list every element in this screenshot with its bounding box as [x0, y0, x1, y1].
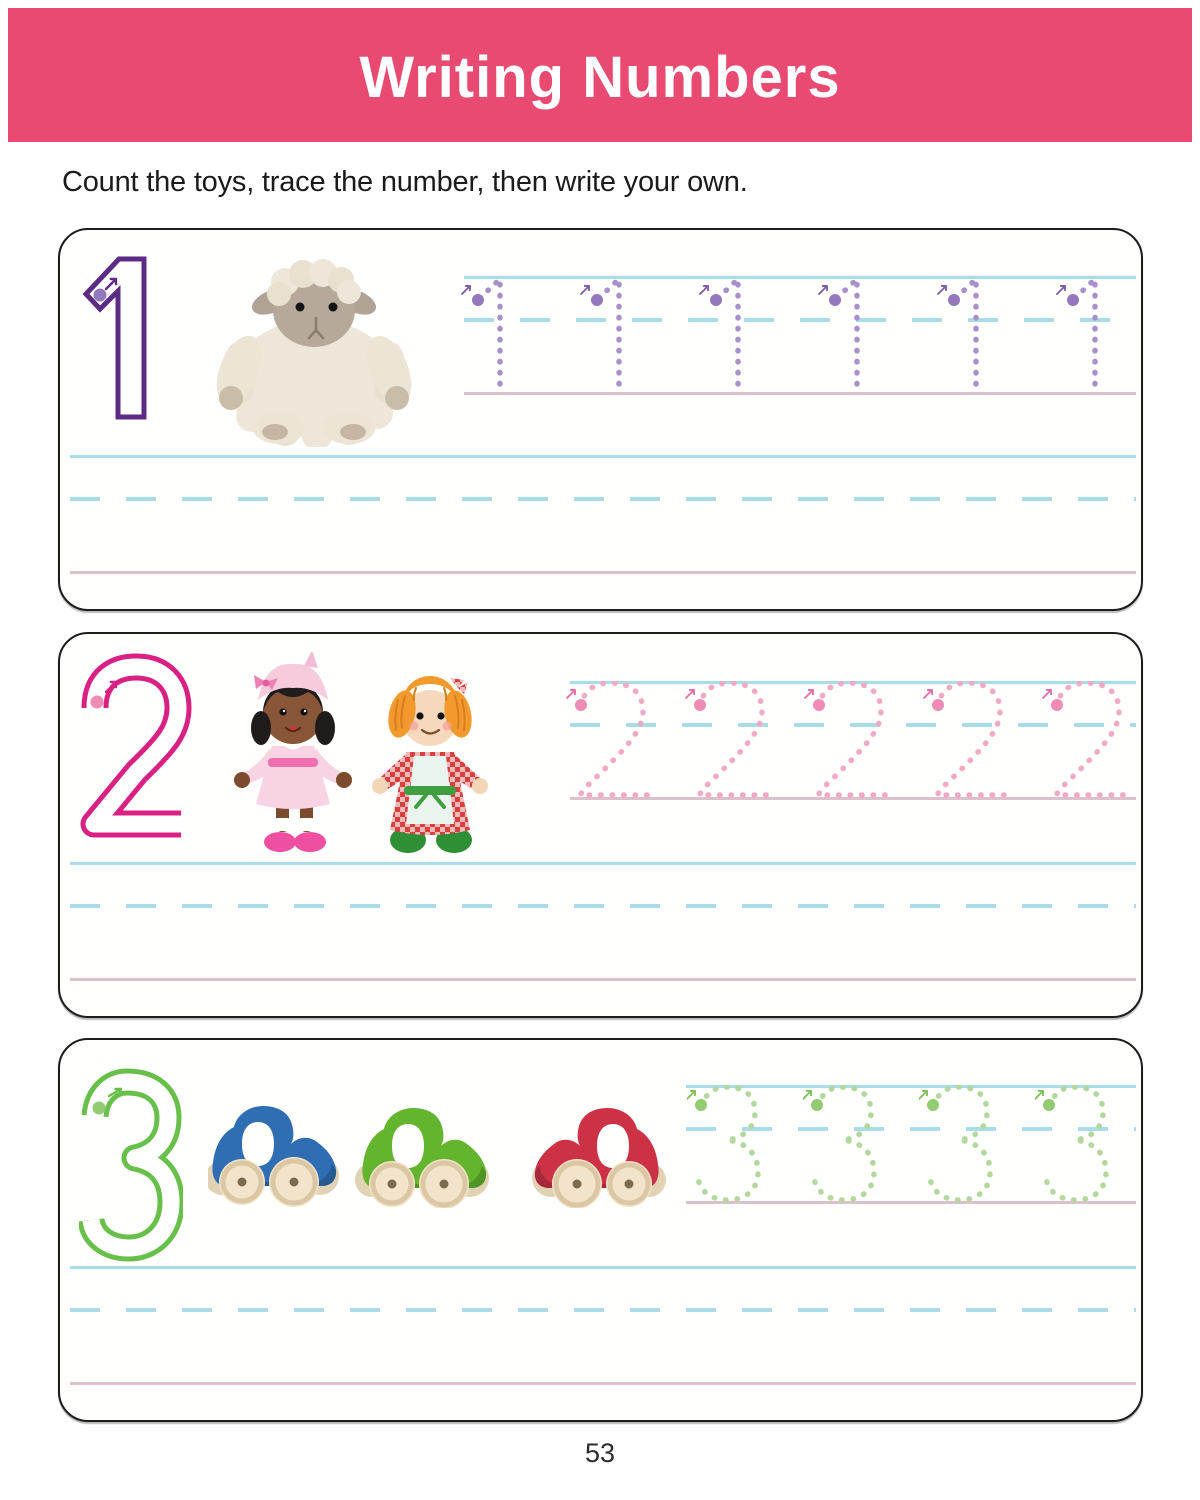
- stroke-direction-arrow-icon: [1057, 286, 1065, 294]
- page-title: Writing Numbers: [359, 45, 841, 110]
- traceable-numeral-2: [1042, 681, 1161, 803]
- stroke-direction-arrow-icon: [819, 286, 827, 294]
- start-dot: [695, 1099, 707, 1111]
- activity-box-number-2: [58, 632, 1143, 1018]
- trace-row-numeral-1: [442, 276, 1156, 398]
- toy-car-blue: [208, 1106, 339, 1207]
- traceable-numeral-1: [680, 276, 799, 398]
- instruction-text: Count the toys, trace the number, then write your own.: [62, 166, 748, 198]
- start-dot: [94, 289, 107, 302]
- stroke-direction-arrow-icon: [919, 1091, 927, 1099]
- traceable-numeral-2: [804, 681, 923, 803]
- toy-car-green: [355, 1108, 489, 1208]
- traceable-numeral-3: [919, 1085, 1035, 1207]
- blank-writing-lines-1: [70, 455, 1136, 575]
- stroke-direction-arrow-icon: [700, 286, 708, 294]
- trace-row-numeral-2: [566, 681, 1161, 803]
- blank-writing-lines-2: [70, 862, 1136, 982]
- stroke-direction-arrow-icon: [687, 1091, 695, 1099]
- stroke-direction-arrow-icon: [938, 286, 946, 294]
- activity-box-number-3: [58, 1038, 1143, 1422]
- stroke-direction-arrow-icon: [581, 286, 589, 294]
- traceable-numeral-2: [685, 681, 804, 803]
- activity-box-number-1: [58, 228, 1143, 611]
- traceable-numeral-3: [803, 1085, 919, 1207]
- start-dot: [948, 294, 960, 306]
- guide-line-top: [70, 862, 1136, 865]
- start-dot: [710, 294, 722, 306]
- start-dot: [575, 699, 587, 711]
- traceable-numeral-1: [442, 276, 561, 398]
- traceable-numeral-1: [918, 276, 1037, 398]
- stroke-direction-arrow-icon: [686, 690, 694, 698]
- wooden-toy-cars-image: [208, 1102, 668, 1208]
- page-number: 53: [584, 1438, 616, 1468]
- stroke-direction-arrow-icon: [462, 286, 470, 294]
- blank-writing-lines-3: [70, 1266, 1136, 1386]
- start-dot: [1051, 699, 1063, 711]
- stroke-direction-arrow-icon: [1043, 690, 1051, 698]
- numeral-3-outline: [79, 1068, 183, 1266]
- numeral-2-outline: [80, 652, 192, 842]
- stroke-direction-arrow-icon: [805, 690, 813, 698]
- traceable-numeral-2: [566, 681, 685, 803]
- guide-line-middle-dashed: [70, 904, 1136, 908]
- guide-line-bottom: [70, 978, 1136, 981]
- start-dot: [91, 696, 104, 709]
- rag-dolls-image: [220, 652, 510, 864]
- stroke-direction-arrow-icon: [924, 690, 932, 698]
- start-dot: [1043, 1099, 1055, 1111]
- traceable-numeral-2: [923, 681, 1042, 803]
- trace-row-numeral-3: [687, 1085, 1151, 1207]
- stroke-direction-arrow-icon: [1035, 1091, 1043, 1099]
- guide-line-top: [70, 1266, 1136, 1269]
- sheep-eye: [296, 303, 305, 312]
- page-header: [8, 8, 1192, 142]
- doll-gingham-dress: [372, 676, 488, 853]
- start-dot: [472, 294, 484, 306]
- traceable-numeral-1: [1037, 276, 1156, 398]
- start-dot: [694, 699, 706, 711]
- start-dot: [932, 699, 944, 711]
- guide-line-top: [70, 455, 1136, 458]
- toy-car-red: [532, 1108, 666, 1208]
- stroke-direction-arrow-icon: [803, 1091, 811, 1099]
- start-dot: [829, 294, 841, 306]
- start-dot: [591, 294, 603, 306]
- start-dot: [1067, 294, 1079, 306]
- start-dot: [811, 1099, 823, 1111]
- traceable-numeral-3: [687, 1085, 803, 1207]
- traceable-numeral-1: [561, 276, 680, 398]
- guide-line-middle-dashed: [70, 497, 1136, 501]
- numeral-1-outline: [82, 256, 154, 420]
- start-dot: [93, 1102, 106, 1115]
- traceable-numeral-3: [1035, 1085, 1151, 1207]
- start-dot: [927, 1099, 939, 1111]
- guide-line-bottom: [70, 1382, 1136, 1385]
- sheep-eye: [329, 303, 338, 312]
- start-dot: [813, 699, 825, 711]
- stroke-direction-arrow-icon: [567, 690, 575, 698]
- guide-line-middle-dashed: [70, 1308, 1136, 1312]
- traceable-numeral-1: [799, 276, 918, 398]
- guide-line-bottom: [70, 571, 1136, 574]
- doll-pink-dress: [234, 652, 352, 852]
- plush-sheep-image: [197, 250, 432, 447]
